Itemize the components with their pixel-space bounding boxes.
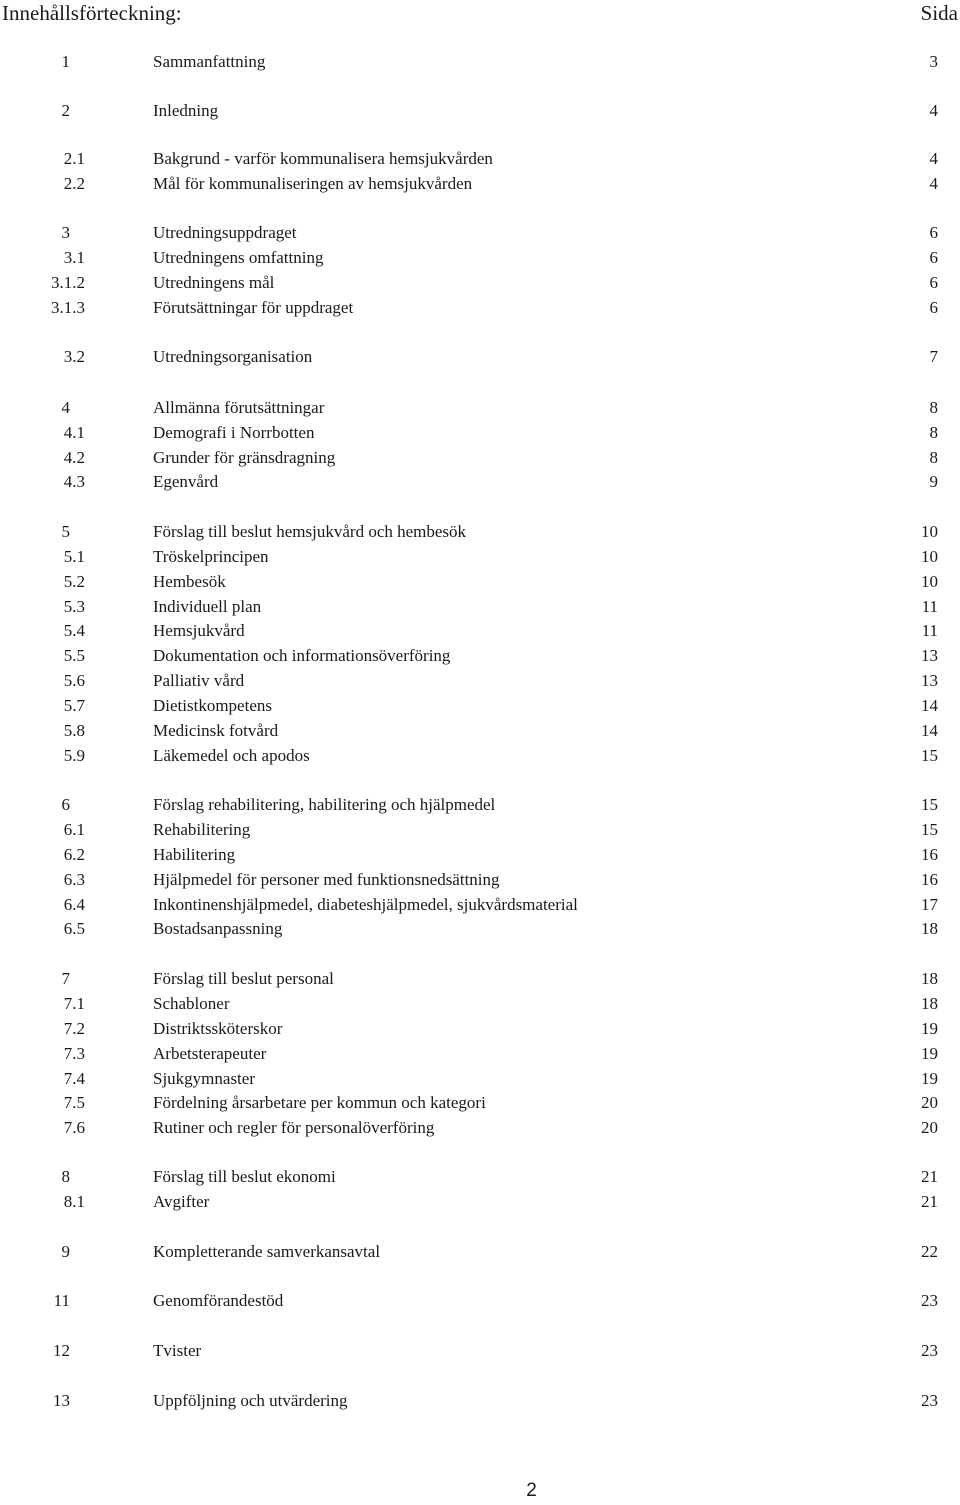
toc-entry-title: Medicinsk fotvård (153, 721, 279, 740)
toc-entry[interactable] (0, 894, 960, 916)
toc-entry-title: Tröskelprincipen (153, 547, 269, 566)
toc-entry-number: 7.3 (63, 1044, 85, 1063)
toc-entry-title: Dokumentation och informationsöverföring (153, 646, 451, 665)
toc-entry-page: 16 (921, 870, 938, 889)
toc-entry[interactable] (0, 645, 960, 667)
toc-entry-number: 5.2 (63, 572, 85, 591)
toc-entry-number: 3.1.3 (51, 298, 85, 317)
toc-entry-page: 18 (921, 919, 938, 938)
toc-entry-title: Utredningens omfattning (153, 248, 324, 267)
toc-entry-number: 6.2 (63, 845, 85, 864)
toc-entry-title: Förslag rehabilitering, habilitering och hjälpmedel (153, 795, 496, 814)
toc-entry-number: 5.6 (63, 671, 85, 690)
toc-entry[interactable] (0, 844, 960, 866)
toc-entry-title: Rehabilitering (153, 820, 251, 839)
toc-entry[interactable] (0, 148, 960, 170)
toc-entry[interactable] (0, 720, 960, 742)
toc-entry[interactable] (0, 51, 960, 73)
toc-entry[interactable] (0, 1166, 960, 1188)
toc-entry-title: Hemsjukvård (153, 621, 245, 640)
toc-entry-page: 18 (921, 969, 938, 988)
toc-entry-number: 7 (61, 969, 70, 988)
toc-entry-page: 14 (921, 721, 938, 740)
toc-entry-title: Mål för kommunaliseringen av hemsjukvården (153, 174, 473, 193)
toc-entry-page: 9 (929, 472, 938, 491)
toc-entry[interactable] (0, 1068, 960, 1090)
toc-entry-title: Palliativ vård (153, 671, 245, 690)
toc-entry-page: 13 (921, 671, 938, 690)
toc-entry[interactable] (0, 993, 960, 1015)
toc-entry-page: 11 (921, 621, 938, 640)
toc-entry-page: 16 (921, 845, 938, 864)
toc-entry[interactable] (0, 1043, 960, 1065)
toc-entry-page: 22 (921, 1242, 938, 1261)
toc-entry-title: Bakgrund - varför kommunalisera hemsjukvården (153, 149, 493, 168)
toc-entry[interactable] (0, 100, 960, 122)
toc-entry-page: 6 (929, 273, 938, 292)
toc-entry-number: 12 (53, 1341, 70, 1360)
toc-entry-title: Inkontinenshjälpmedel, diabeteshjälpmedel, sjukvårdsmaterial (153, 895, 578, 914)
toc-entry-title: Avgifter (153, 1192, 210, 1211)
toc-entry-number: 5.5 (63, 646, 85, 665)
toc-entry-number: 4.2 (63, 448, 85, 467)
toc-entry-number: 4 (61, 398, 70, 417)
toc-entry[interactable] (0, 222, 960, 244)
toc-entry-number: 7.2 (63, 1019, 85, 1038)
toc-entry-number: 2 (61, 101, 70, 120)
toc-entry[interactable] (0, 247, 960, 269)
toc-entry[interactable] (0, 471, 960, 493)
toc-entry-title: Distriktssköterskor (153, 1019, 283, 1038)
page-column-heading: Sida (920, 1, 958, 25)
toc-entry[interactable] (0, 447, 960, 469)
toc-entry-title: Rutiner och regler för personalöverföring (153, 1118, 435, 1137)
toc-entry-page: 8 (929, 423, 938, 442)
toc-entry-page: 19 (921, 1044, 938, 1063)
toc-entry-page: 4 (929, 149, 938, 168)
toc-entry-page: 4 (929, 101, 938, 120)
toc-entry-title: Utredningens mål (153, 273, 275, 292)
toc-entry-title: Hembesök (153, 572, 226, 591)
toc-entry[interactable] (0, 173, 960, 195)
toc-entry-number: 7.4 (63, 1069, 85, 1088)
toc-heading: Innehållsförteckning: (2, 1, 182, 25)
toc-entry-title: Fördelning årsarbetare per kommun och kategori (153, 1093, 486, 1112)
toc-entry-page: 3 (929, 52, 938, 71)
toc-entry[interactable] (0, 346, 960, 368)
toc-entry-number: 8.1 (63, 1192, 85, 1211)
toc-entry-page: 14 (921, 696, 938, 715)
toc-entry-title: Sjukgymnaster (153, 1069, 255, 1088)
toc-entry-number: 3.1 (63, 248, 85, 267)
toc-entry-number: 6.3 (63, 870, 85, 889)
toc-entry[interactable] (0, 397, 960, 419)
toc-entry-page: 23 (921, 1391, 938, 1410)
toc-entry-page: 15 (921, 746, 938, 765)
toc-entry-page: 13 (921, 646, 938, 665)
toc-entry-page: 21 (921, 1167, 938, 1186)
toc-entry-title: Utredningsorganisation (153, 347, 313, 366)
toc-entry-page: 11 (921, 597, 938, 616)
toc-entry-page: 17 (921, 895, 938, 914)
toc-entry-page: 18 (921, 994, 938, 1013)
toc-entry-number: 7.6 (63, 1118, 85, 1137)
toc-entry-page: 7 (929, 347, 938, 366)
toc-entry[interactable] (0, 272, 960, 294)
toc-entry[interactable] (0, 596, 960, 618)
toc-entry-page: 4 (929, 174, 938, 193)
toc-entry-number: 3.1.2 (51, 273, 85, 292)
toc-entry-title: Förslag till beslut personal (153, 969, 334, 988)
toc-entry-number: 5.7 (63, 696, 85, 715)
toc-entry[interactable] (0, 869, 960, 891)
toc-entry-number: 3 (61, 223, 70, 242)
toc-entry-title: Förslag till beslut ekonomi (153, 1167, 336, 1186)
toc-entry[interactable] (0, 1340, 960, 1362)
toc-entry-title: Hjälpmedel för personer med funktionsnedsättning (153, 870, 500, 889)
toc-entry-title: Uppföljning och utvärdering (153, 1391, 348, 1410)
toc-entry-number: 5 (61, 522, 70, 541)
toc-entry-title: Grunder för gränsdragning (153, 448, 336, 467)
toc-entry[interactable] (0, 745, 960, 767)
toc-entry-page: 15 (921, 820, 938, 839)
toc-entry-number: 6.4 (63, 895, 85, 914)
toc-entry-title: Dietistkompetens (153, 696, 272, 715)
toc-entry-page: 15 (921, 795, 938, 814)
toc-entry-page: 19 (921, 1019, 938, 1038)
toc-entry-page: 20 (921, 1118, 938, 1137)
toc-entry-title: Bostadsanpassning (153, 919, 283, 938)
toc-entry-page: 10 (921, 572, 938, 591)
toc-entry-page: 6 (929, 298, 938, 317)
toc-entry-number: 7.1 (63, 994, 85, 1013)
toc-entry[interactable] (0, 918, 960, 940)
toc-entry-page: 19 (921, 1069, 938, 1088)
toc-entry[interactable] (0, 1092, 960, 1114)
toc-entry-title: Arbetsterapeuter (153, 1044, 267, 1063)
toc-entry[interactable] (0, 1241, 960, 1263)
toc-entry[interactable] (0, 546, 960, 568)
toc-entry[interactable] (0, 968, 960, 990)
toc-entry-page: 20 (921, 1093, 938, 1112)
toc-entry-page: 10 (921, 522, 938, 541)
toc-entry-page: 23 (921, 1341, 938, 1360)
toc-entry[interactable] (0, 1290, 960, 1312)
toc-entry-page: 23 (921, 1291, 938, 1310)
toc-entry-number: 4.1 (63, 423, 85, 442)
toc-entry-number: 2.2 (63, 174, 85, 193)
page-number: 2 (526, 1480, 537, 1501)
toc-entry[interactable] (0, 670, 960, 692)
toc-entry[interactable] (0, 422, 960, 444)
toc-entry[interactable] (0, 794, 960, 816)
toc-entry-title: Demografi i Norrbotten (153, 423, 315, 442)
toc-entry[interactable] (0, 1191, 960, 1213)
toc-entry[interactable] (0, 1018, 960, 1040)
toc-entry-number: 9 (61, 1242, 70, 1261)
toc-entry[interactable] (0, 620, 960, 642)
toc-entry-title: Allmänna förutsättningar (153, 398, 325, 417)
toc-entry-number: 6 (61, 795, 70, 814)
toc-entry-title: Läkemedel och apodos (153, 746, 310, 765)
toc-entry-page: 8 (929, 448, 938, 467)
toc-entry-title: Schabloner (153, 994, 230, 1013)
toc-entry-number: 1 (61, 52, 70, 71)
toc-entry-number: 13 (53, 1391, 70, 1410)
toc-entry-page: 21 (921, 1192, 938, 1211)
toc-entry-page: 10 (921, 547, 938, 566)
toc-entry-number: 3.2 (63, 347, 85, 366)
toc-entry-title: Egenvård (153, 472, 219, 491)
toc-entry-title: Genomförandestöd (153, 1291, 284, 1310)
toc-entry-page: 6 (929, 223, 938, 242)
toc-entry-title: Tvister (153, 1341, 202, 1360)
toc-entry-number: 8 (61, 1167, 70, 1186)
toc-entry-title: Sammanfattning (153, 52, 266, 71)
toc-entry-number: 4.3 (63, 472, 85, 491)
toc-entry-title: Individuell plan (153, 597, 262, 616)
toc-entry-number: 2.1 (63, 149, 85, 168)
toc-entry[interactable] (0, 1390, 960, 1412)
toc-entry[interactable] (0, 695, 960, 717)
toc-entry-number: 5.8 (63, 721, 85, 740)
toc-entry-title: Inledning (153, 101, 219, 120)
toc-entry-title: Utredningsuppdraget (153, 223, 297, 242)
toc-entry-number: 7.5 (63, 1093, 85, 1112)
toc-entry-number: 11 (53, 1291, 70, 1310)
toc-entry[interactable] (0, 521, 960, 543)
toc-entry-title: Förutsättningar för uppdraget (153, 298, 354, 317)
toc-entry-number: 6.5 (63, 919, 85, 938)
toc-entry-title: Förslag till beslut hemsjukvård och hembesök (153, 522, 467, 541)
toc-entry-number: 5.1 (63, 547, 85, 566)
toc-entry-number: 5.4 (63, 621, 85, 640)
toc-entry[interactable] (0, 297, 960, 319)
toc-entry-title: Habilitering (153, 845, 236, 864)
toc-entry-number: 6.1 (63, 820, 85, 839)
toc-entry[interactable] (0, 571, 960, 593)
toc-entry[interactable] (0, 1117, 960, 1139)
toc-entry-number: 5.9 (63, 746, 85, 765)
toc-entry-page: 6 (929, 248, 938, 267)
toc-entry-title: Kompletterande samverkansavtal (153, 1242, 381, 1261)
toc-entry-number: 5.3 (63, 597, 85, 616)
toc-entry[interactable] (0, 819, 960, 841)
toc-entry-page: 8 (929, 398, 938, 417)
